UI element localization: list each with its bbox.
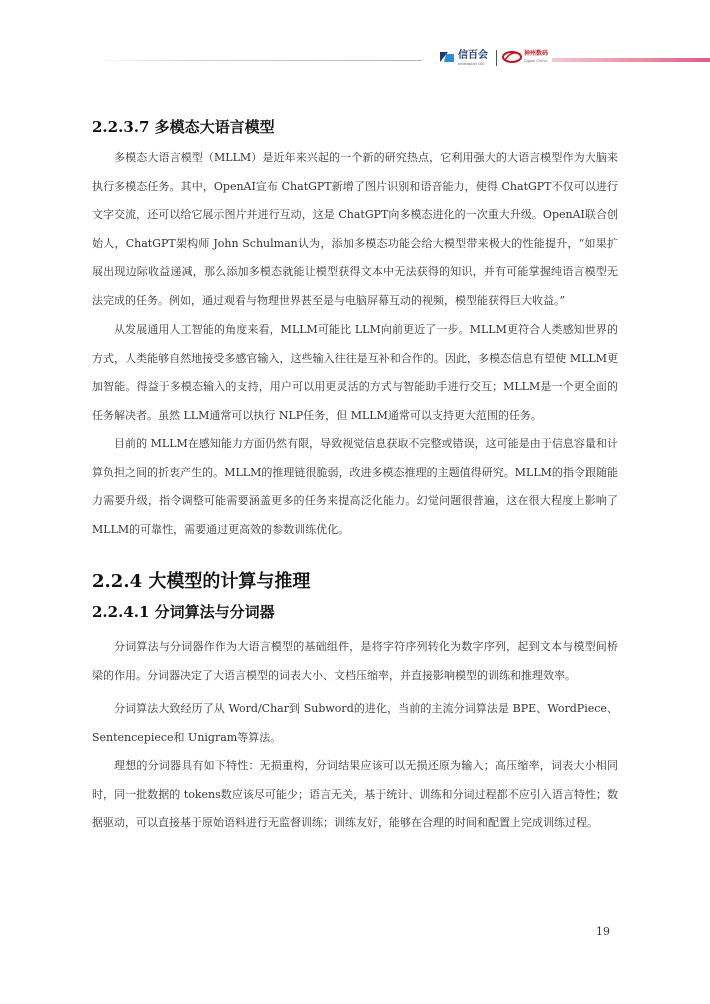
paragraph: 分词算法大致经历了从 Word/Char到 Subword的进化，当前的主流分词算法是 BPE、WordPiece、Sentencepiece和 Unigram等算法。: [92, 702, 618, 744]
infoedu-logo-icon: [440, 50, 454, 64]
page-number: 19: [596, 925, 610, 938]
logo-divider: [496, 50, 497, 66]
section-heading-2241: 2.2.4.1 分词算法与分词器: [92, 603, 275, 621]
infoedu-logo: [440, 50, 488, 72]
section-heading-2237: 2.2.3.7 多模态大语言模型: [92, 118, 275, 136]
digital-china-logo-title: 神州数码: [524, 51, 549, 57]
header-rule-left: [92, 60, 422, 61]
paragraph: 目前的 MLLM在感知能力方面仍然有限，导致视觉信息获取不完整或错误，这可能是由于信息容量和计算负担之间的折衷产生的。MLLM的推理链很脆弱，改进多模态推理的主题值得研究。MLLM的指令跟随能力需要升级，指令调整可能需要涵盖更多的任务来提高泛化能力。幻觉问题很普遍，这在很大程度上影响了 MLLM的可靠性，需要通过更高效的参数训练优化。: [92, 437, 618, 536]
infoedu-logo-title: 信百会: [458, 50, 488, 61]
paragraph: 理想的分词器具有如下特性：无损重构，分词结果应该可以无损还原为输入；高压缩率，词表大小相同时，同一批数据的 tokens数应该尽可能少；语言无关，基于统计、训练和分词过程都不应引入语言特性；数据驱动，可以直接基于原始语料进行无监督训练；训练友好，能够在合理的时间和配置上完成训练过程。: [92, 759, 618, 829]
digital-china-logo-icon: [502, 50, 522, 64]
paragraph: 多模态大语言模型（MLLM）是近年来兴起的一个新的研究热点，它利用强大的大语言模型作为大脑来执行多模态任务。其中，OpenAI宣布 ChatGPT新增了图片识别和语音能力，使得 ChatGPT不仅可以进行文字交流，还可以给它展示图片并进行互动，这是 ChatGPT向多模态进化的一次重大升级。OpenAI联合创始人，ChatGPT架构师 John Schulman认为，添加多模态功能会给大模型带来极大的性能提升，“如果扩展出现边际收益递减，那么添加多模态就能让模型获得文本中无法获得的知识，并有可能掌握纯语言模型无法完成的任务。例如，通过观看与物理世界甚至是与电脑屏幕互动的视频，模型能获得巨大收益。”: [92, 151, 618, 307]
section-heading-224: 2.2.4 大模型的计算与推理: [92, 571, 311, 592]
header-accent-bar: [552, 58, 710, 62]
paragraph: 从发展通用人工智能的角度来看，MLLM可能比 LLM向前更近了一步。MLLM更符合人类感知世界的方式，人类能够自然地接受多感官输入，这些输入往往是互补和合作的。因此，多模态信息有望使 MLLM更加智能。得益于多模态输入的支持，用户可以用更灵活的方式与智能助手进行交互；MLLM是一个更全面的任务解决者。虽然 LLM通常可以执行 NLP任务，但 MLLM通常可以支持更大范围的任务。: [92, 323, 618, 422]
page-header: [0, 0, 710, 80]
infoedu-logo-subtitle: Infoeduion 100: [458, 61, 485, 66]
digital-china-logo-subtitle: Digital China: [524, 58, 547, 63]
paragraph: 分词算法与分词器作作为大语言模型的基础组件，是将字符序列转化为数字序列，起到文本与模型间桥梁的作用。分词器决定了大语言模型的词表大小、文档压缩率，并直接影响模型的训练和推理效率。: [92, 640, 618, 682]
digital-china-logo: [502, 50, 548, 64]
